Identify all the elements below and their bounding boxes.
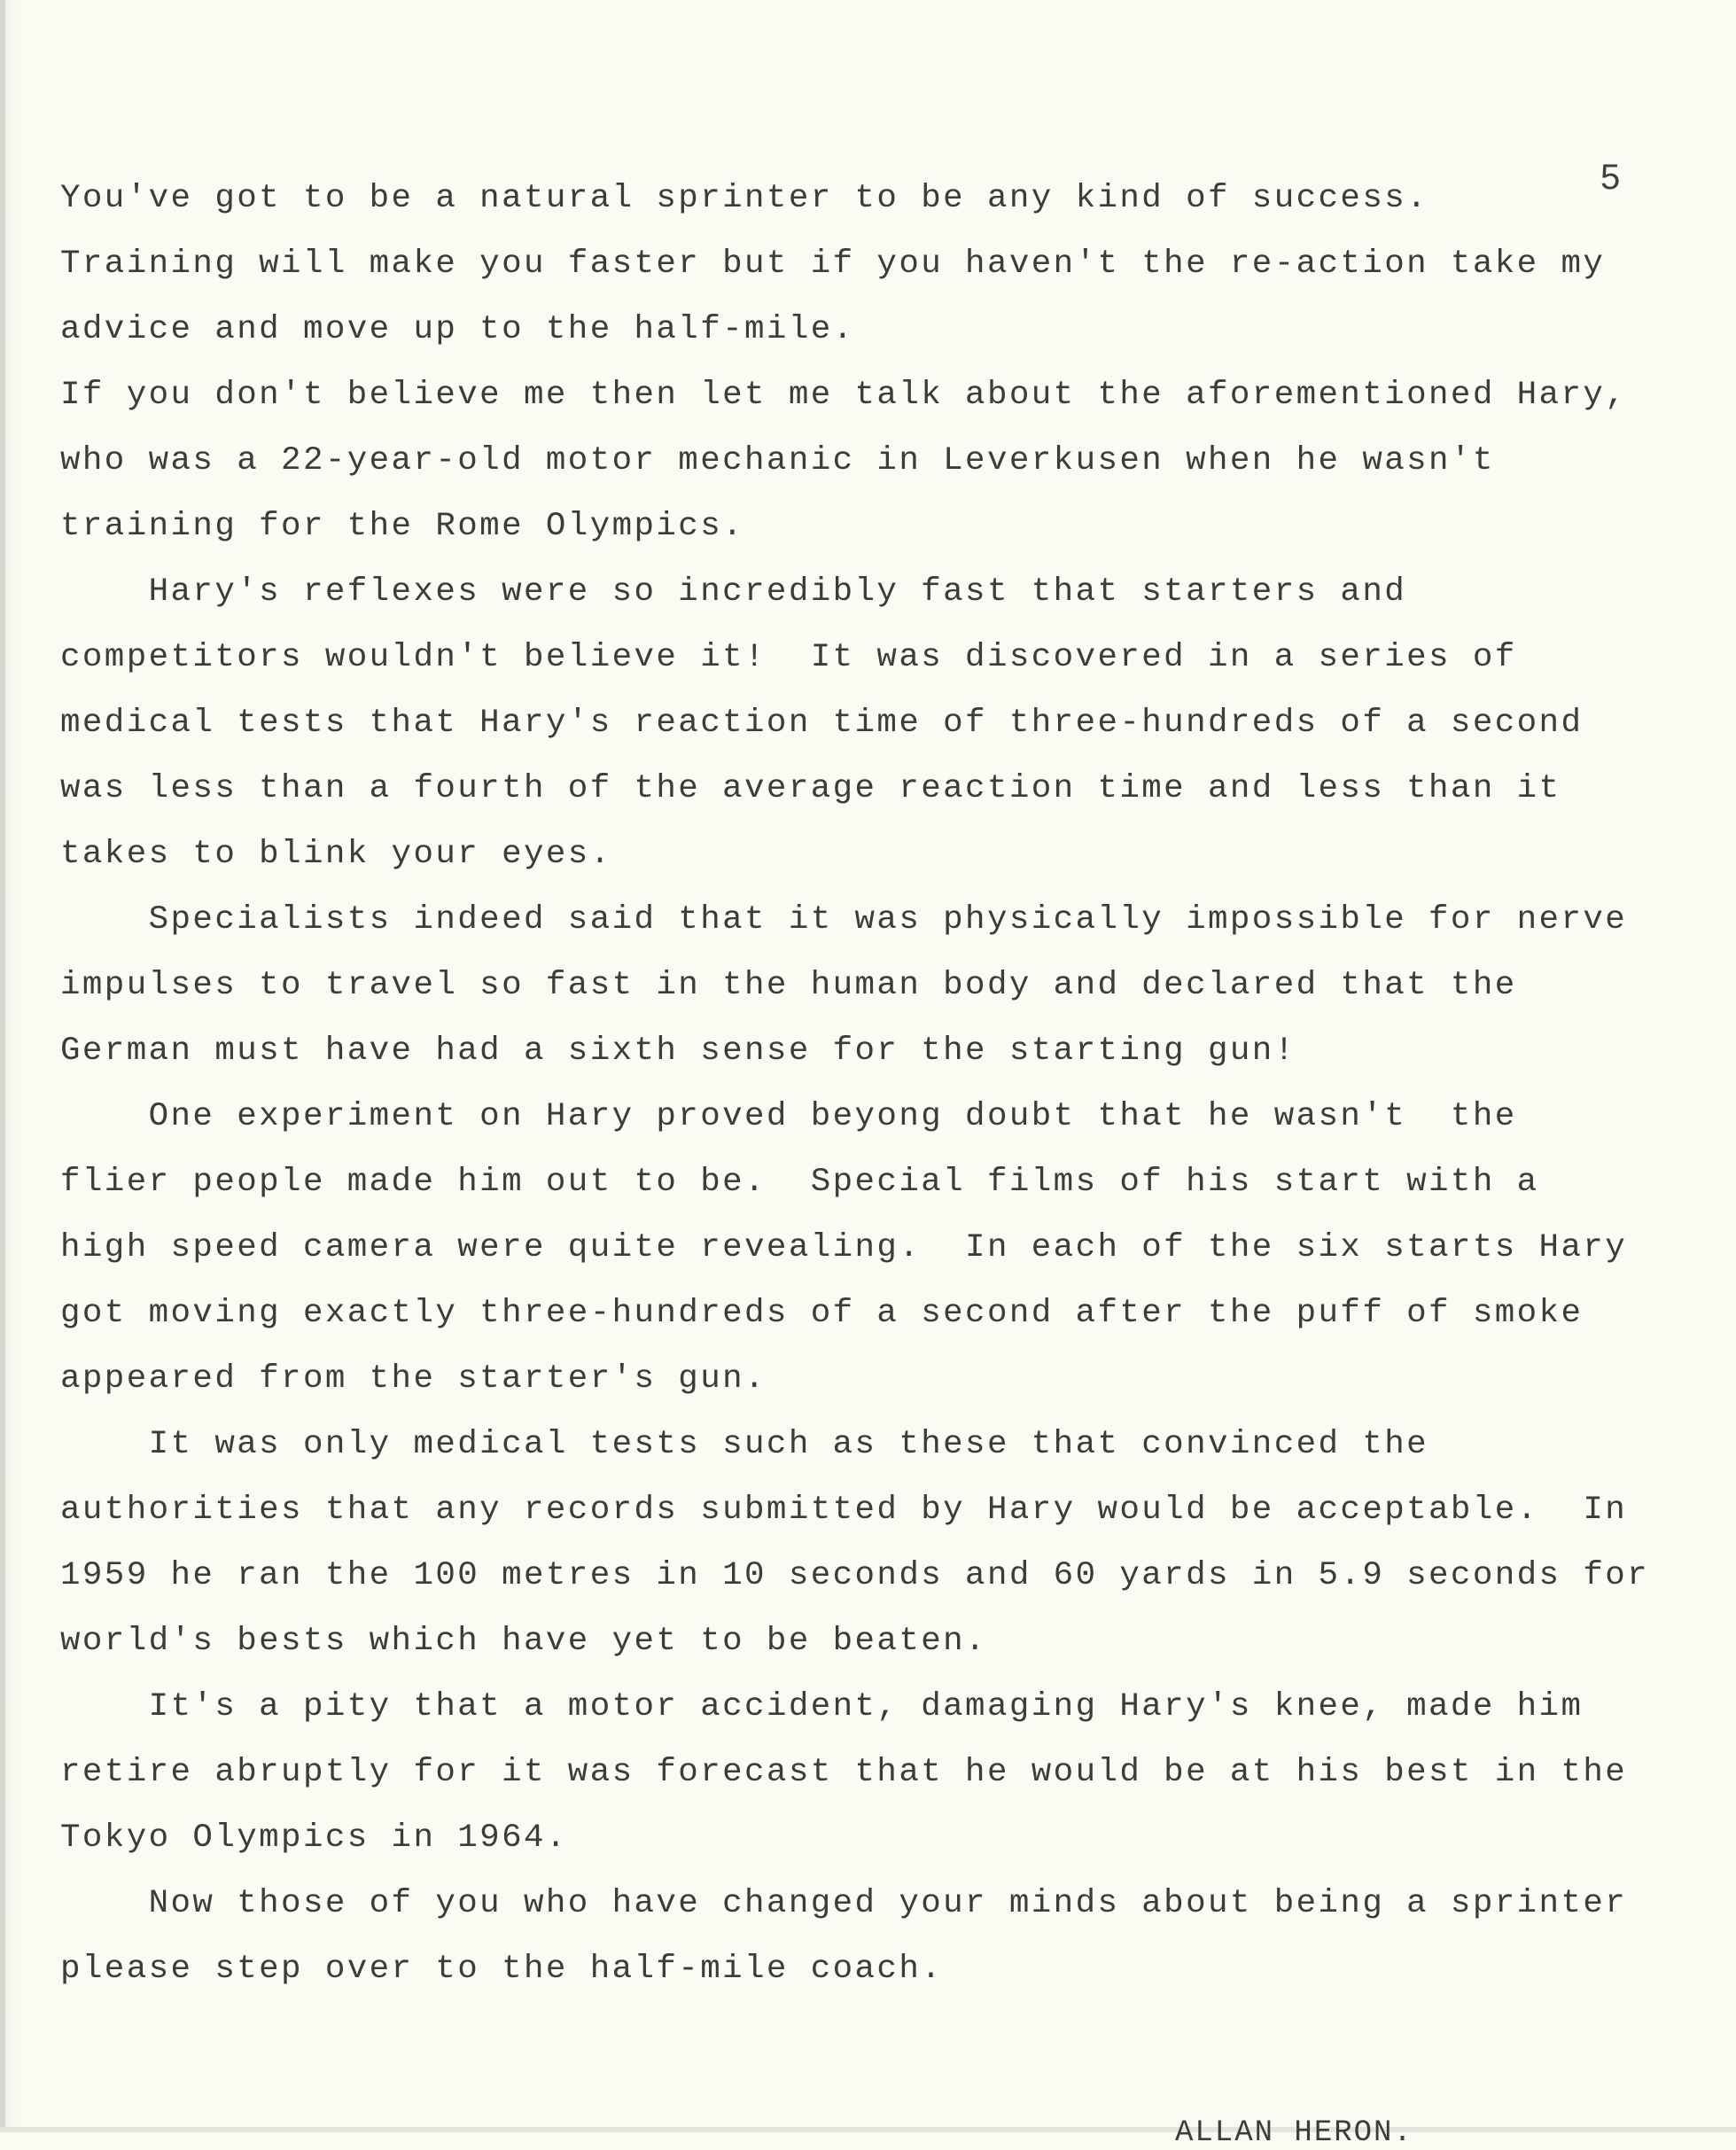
text-line: who was a 22-year-old motor mechanic in Leverkusen when he wasn't [60,442,1495,479]
text-line: takes to blink your eyes. [60,836,612,873]
text-line: If you don't believe me then let me talk about the aforementioned Hary, [60,377,1628,414]
text-line: was less than a fourth of the average reaction time and less than it [60,770,1561,807]
text-line: Specialists indeed said that it was physically impossible for nerve [60,901,1628,939]
text-line: competitors wouldn't believe it! It was discovered in a series of [60,639,1517,676]
text-line: high speed camera were quite revealing. In each of the six starts Hary [60,1229,1628,1266]
text-line: Training will make you faster but if you haven't the re-action take my [60,245,1606,283]
text-line: One experiment on Hary proved beyong doubt that he wasn't the [60,1098,1517,1135]
text-line: It was only medical tests such as these that convinced the [60,1426,1429,1463]
page-bottom-edge [0,2127,1736,2132]
text-line: Now those of you who have changed your minds about being a sprinter [60,1885,1628,1922]
text-line: You've got to be a natural sprinter to be any kind of success. [60,180,1429,217]
text-line: authorities that any records submitted by Hary would be acceptable. In [60,1492,1628,1529]
page-number: 5 [1600,158,1621,197]
text-line: medical tests that Hary's reaction time of three-hundreds of a second [60,705,1584,742]
author-signature: ALLAN HERON. [1175,2116,1413,2150]
text-line: world's bests which have yet to be beaten. [60,1623,987,1660]
text-line: advice and move up to the half-mile. [60,311,855,348]
text-line: got moving exactly three-hundreds of a second after the puff of smoke [60,1295,1584,1332]
text-line: It's a pity that a motor accident, damaging Hary's knee, made him [60,1688,1584,1725]
text-line: 1959 he ran the 100 metres in 10 seconds and 60 yards in 5.9 seconds for [60,1557,1650,1594]
text-line: Tokyo Olympics in 1964. [60,1819,568,1857]
text-line: appeared from the starter's gun. [60,1360,767,1398]
page-binding-edge [0,0,5,2132]
text-line: German must have had a sixth sense for the starting gun! [60,1032,1296,1070]
text-line: Hary's reflexes were so incredibly fast that starters and [60,573,1407,611]
text-line: training for the Rome Olympics. [60,508,745,545]
text-line: flier people made him out to be. Special films of his start with a [60,1164,1539,1201]
text-line: please step over to the half-mile coach. [60,1951,944,1988]
text-line: retire abruptly for it was forecast that he would be at his best in the [60,1754,1628,1791]
text-line: impulses to travel so fast in the human body and declared that the [60,967,1517,1004]
